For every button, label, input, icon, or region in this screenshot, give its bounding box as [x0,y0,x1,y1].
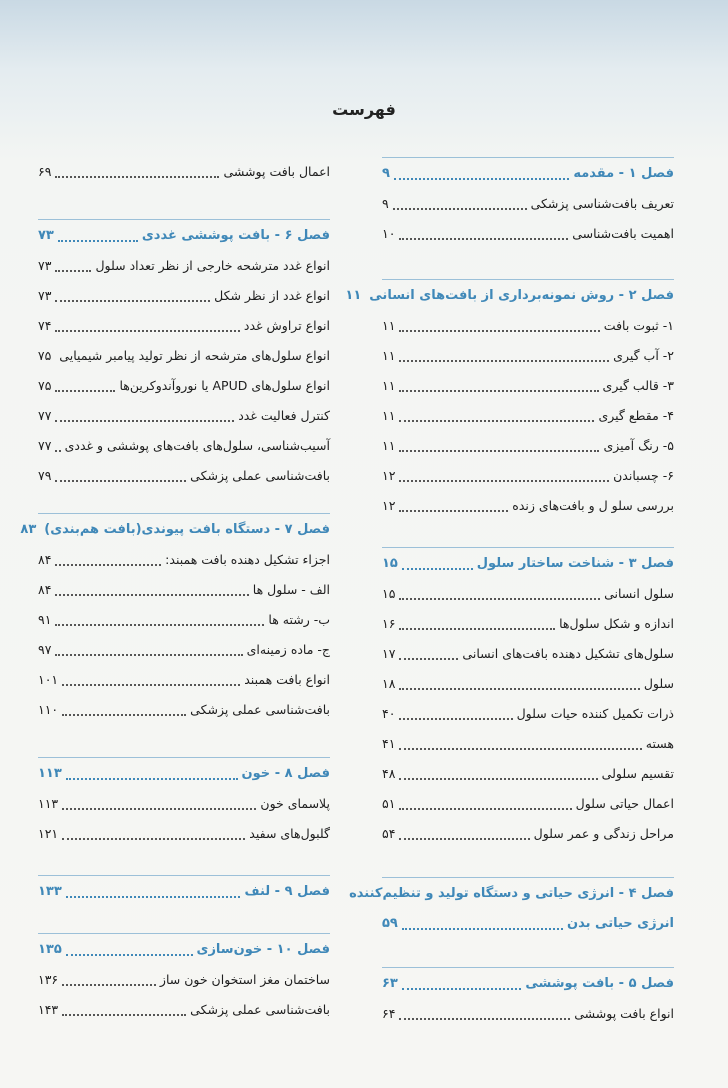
toc-page-number: ۱۰۱ [38,671,59,687]
toc-entry-title: انواع بافت پوششی [574,1005,674,1021]
dot-leader [399,718,512,720]
chapter-separator-line [38,933,330,934]
dot-leader [66,896,241,898]
dot-leader [399,838,529,840]
toc-entry-title: سلول‌های تشکیل دهنده بافت‌های انسانی [462,645,674,661]
toc-entry-title: اندازه و شکل سلول‌ها [559,615,674,631]
toc-entry [382,402,674,428]
toc-entry-title: ۱- ثبوت بافت [603,317,674,333]
dot-leader [55,390,115,392]
chapter-separator-line [38,513,330,514]
toc-page-number: ۸۳ [20,521,37,537]
dot-leader [399,808,571,810]
toc-entry [38,666,330,692]
toc-page-number: ۱۶ [382,615,396,631]
dot-leader [55,270,91,272]
toc-page-number: ۱۱۳ [38,795,59,811]
toc-entry-title: فصل ۷ - دستگاه بافت پیوندی(بافت هم‌بندی) [44,521,330,537]
toc-entry-title: ذرات تکمیل کننده حیات سلول [516,705,674,721]
toc-entry-title: انواع تراوش غدد [243,317,330,333]
toc-chapter-entry [20,516,330,542]
toc-chapter-entry [38,222,330,248]
toc-entry-title: مراحل زندگی و عمر سلول [533,825,674,841]
toc-entry-title: فصل ۳ - شناخت ساختار سلول [476,555,674,571]
toc-page-number: ۱۱ [382,347,396,363]
toc-entry-title: ۲- آب گیری [613,347,674,363]
toc-page-number: ۷۵ [38,377,52,393]
dot-leader [399,450,599,452]
dot-leader [62,714,186,716]
dot-leader [394,178,569,180]
dot-leader [402,928,563,930]
toc-entry-title: سلول [643,675,674,691]
toc-entry-title: انواع غدد مترشحه خارجی از نظر تعداد سلول [95,257,330,273]
toc-page-number: ۱۱ [345,287,362,303]
toc-page-number: ۱۵ [382,555,398,571]
toc-entry [382,610,674,636]
dot-leader [55,450,60,452]
toc-page-number: ۷۷ [38,437,52,453]
toc-entry [38,432,330,458]
dot-leader [393,208,527,210]
dot-leader [55,330,239,332]
toc-chapter-entry [382,160,674,186]
dot-leader [55,480,186,482]
chapter-separator-line [38,219,330,220]
toc-entry-title: فصل ۱ - مقدمه [573,165,674,181]
toc-entry [382,760,674,786]
toc-chapter-entry [38,936,330,962]
toc-page-number: ۱۳۵ [38,941,62,957]
dot-leader [66,954,193,956]
dot-leader [399,628,555,630]
toc-page-number: ۱۳۶ [38,971,59,987]
toc-chapter-entry [38,878,330,904]
chapter-separator-line [382,279,674,280]
toc-page-number: ۹ [382,195,389,211]
toc-page-number: ۱۲ [382,467,396,483]
dot-leader [55,654,242,656]
chapter-separator-line [382,877,674,878]
dot-leader [399,480,609,482]
toc-entry [382,492,674,518]
toc-entry-title: پلاسمای خون [260,795,330,811]
toc-chapter-entry [382,970,674,996]
toc-entry [382,462,674,488]
toc-entry [38,606,330,632]
toc-page-number: ۱۸ [382,675,396,691]
toc-entry [38,996,330,1022]
toc-entry-title: انرژی حیاتی بدن [567,915,674,931]
toc-page-number: ۵۹ [382,915,398,931]
dot-leader [399,390,598,392]
toc-entry [382,342,674,368]
toc-entry [38,966,330,992]
toc-chapter-entry [38,760,330,786]
toc-chapter-entry [349,880,674,906]
toc-entry-title: سلول انسانی [604,585,674,601]
toc-entry-title: اعمال بافت پوششی [223,163,330,179]
toc-page-number: ۱۲۱ [38,825,59,841]
toc-page-number: ۹ [382,165,390,181]
dot-leader [55,420,234,422]
toc-page-number: ۹۷ [38,641,52,657]
toc-entry [38,312,330,338]
dot-leader [62,1014,186,1016]
toc-page-number: ۵۴ [382,825,396,841]
dot-leader [55,564,161,566]
toc-page-number: ۱۷ [382,645,396,661]
toc-entry-title: فصل ۸ - خون [241,765,330,781]
toc-entry [382,580,674,606]
dot-leader [55,300,210,302]
dot-leader [399,238,568,240]
chapter-separator-line [382,157,674,158]
toc-entry [38,790,330,816]
toc-entry-title: ۶- چسباندن [613,467,674,483]
dot-leader [62,684,240,686]
toc-entry [382,700,674,726]
dot-leader [399,658,458,660]
dot-leader [402,988,522,990]
toc-page-number: ۷۷ [38,407,52,423]
toc-entry [38,636,330,662]
toc-entry-title: فصل ۴ - انرژی حیاتی و دستگاه تولید و تنظیم‌کننده [349,885,674,901]
toc-entry [382,312,674,338]
toc-entry-title: تقسیم سلولی [601,765,674,781]
toc-entry [382,372,674,398]
toc-entry-title: گلبول‌های سفید [249,825,330,841]
toc-entry-title: انواع بافت همبند [244,671,330,687]
toc-entry-title: بافت‌شناسی عملی پزشکی [190,1001,330,1017]
toc-entry-title: فصل ۱۰ - خون‌سازی [196,941,330,957]
toc-entry-title: اجزاء تشکیل دهنده بافت همبند: [165,551,330,567]
toc-entry [38,252,330,278]
toc-entry-title: ج- ماده زمینه‌ای [246,641,330,657]
toc-entry [38,282,330,308]
toc-entry [382,220,674,246]
dot-leader [399,748,641,750]
toc-entry-title: ب- رشته ها [268,611,330,627]
toc-page-number: ۶۴ [382,1005,396,1021]
toc-page-number: ۷۹ [38,467,52,483]
toc-entry [38,576,330,602]
toc-entry [382,730,674,756]
dot-leader [399,360,609,362]
toc-entry [38,402,330,428]
dot-leader [55,176,219,178]
toc-entry [382,190,674,216]
toc-entry-title: کنترل فعالیت غدد [238,407,330,423]
toc-entry-title: ۴- مقطع گیری [598,407,674,423]
toc-entry-title: بافت‌شناسی عملی پزشکی [190,701,330,717]
dot-leader [402,568,473,570]
toc-entry-title: انواع سلول‌های APUD یا نوروآندوکرین‌ها [119,377,330,393]
toc-page-number: ۷۳ [38,287,52,303]
chapter-separator-line [382,547,674,548]
dot-leader [58,240,138,242]
toc-page-number: ۶۹ [38,163,52,179]
dot-leader [399,598,600,600]
dot-leader [62,838,245,840]
toc-page-number: ۱۱ [382,407,396,423]
chapter-separator-line [38,757,330,758]
toc-entry [382,432,674,458]
toc-page-number: ۱۱۳ [38,765,62,781]
toc-page-number: ۱۱ [382,377,396,393]
toc-entry-title: الف - سلول ها [252,581,330,597]
toc-entry-title: بافت‌شناسی عملی پزشکی [190,467,330,483]
toc-entry [382,820,674,846]
toc-entry [38,820,330,846]
toc-entry-title: ساختمان مغز استخوان خون ساز [159,971,330,987]
dot-leader [66,778,238,780]
toc-chapter-entry [382,550,674,576]
toc-entry-title: هسته [645,735,674,751]
toc-page-number: ۱۴۳ [38,1001,59,1017]
dot-leader [399,1018,570,1020]
toc-entry [38,372,330,398]
toc-entry-title: فصل ۲ - روش نمونه‌برداری از بافت‌های انسانی [369,287,674,303]
dot-leader [55,594,248,596]
toc-page-number: ۵۱ [382,795,396,811]
toc-page-number: ۸۴ [38,551,52,567]
toc-entry-title: انواع سلول‌های مترشحه از نظر تولید پیامبر شیمیایی [59,347,330,363]
toc-page-number: ۱۵ [382,585,396,601]
toc-entry-title: ۵- رنگ آمیزی [603,437,674,453]
dot-leader [55,624,264,626]
toc-entry-title: اهمیت بافت‌شناسی [572,225,674,241]
toc-page-number: ۷۵ [37,347,52,363]
toc-page-number: ۱۱ [382,317,396,333]
toc-entry-title: انواع غدد از نظر شکل [214,287,330,303]
dot-leader [399,778,597,780]
dot-leader [62,984,156,986]
toc-page-number: ۶۳ [382,975,398,991]
toc-page-number: ۷۳ [38,227,54,243]
toc-entry [38,696,330,722]
dot-leader [62,808,256,810]
toc-entry [38,342,330,368]
chapter-separator-line [382,967,674,968]
page-title: فهرست [332,100,396,119]
toc-chapter-entry [345,282,674,308]
dot-leader [399,330,599,332]
toc-entry [38,158,330,184]
toc-page-number: ۴۰ [382,705,396,721]
toc-entry-title: فصل ۵ - بافت پوششی [525,975,674,991]
toc-page-number: ۹۱ [38,611,52,627]
toc-entry-title: فصل ۶ - بافت پوششی غددی [141,227,330,243]
chapter-separator-line [38,875,330,876]
toc-page-number: ۷۳ [38,257,52,273]
toc-page-number: ۴۱ [382,735,396,751]
toc-page-number: ۷۴ [38,317,52,333]
toc-entry-title: اعمال حیاتی سلول [575,795,674,811]
toc-chapter-entry [382,910,674,936]
toc-entry-title: تعریف بافت‌شناسی پزشکی [530,195,674,211]
toc-page-number: ۱۰ [382,225,396,241]
toc-page-number: ۱۱ [382,437,396,453]
toc-page-number: ۱۱۰ [38,701,59,717]
toc-entry-title: آسیب‌شناسی، سلول‌های بافت‌های پوششی و غددی [64,437,330,453]
toc-entry [38,546,330,572]
toc-entry-title: بررسی سلو ل و بافت‌های زنده [512,497,674,513]
toc-page-number: ۴۸ [382,765,396,781]
toc-entry [382,790,674,816]
toc-entry-title: فصل ۹ - لنف [244,883,330,899]
dot-leader [399,420,594,422]
dot-leader [399,688,639,690]
toc-entry [38,462,330,488]
dot-leader [399,510,508,512]
toc-page-number: ۱۳۳ [38,883,62,899]
toc-entry-title: ۳- قالب گیری [602,377,674,393]
toc-entry [382,1000,674,1026]
toc-entry [382,670,674,696]
toc-page-number: ۸۴ [38,581,52,597]
toc-entry [382,640,674,666]
toc-page-number: ۱۲ [382,497,396,513]
